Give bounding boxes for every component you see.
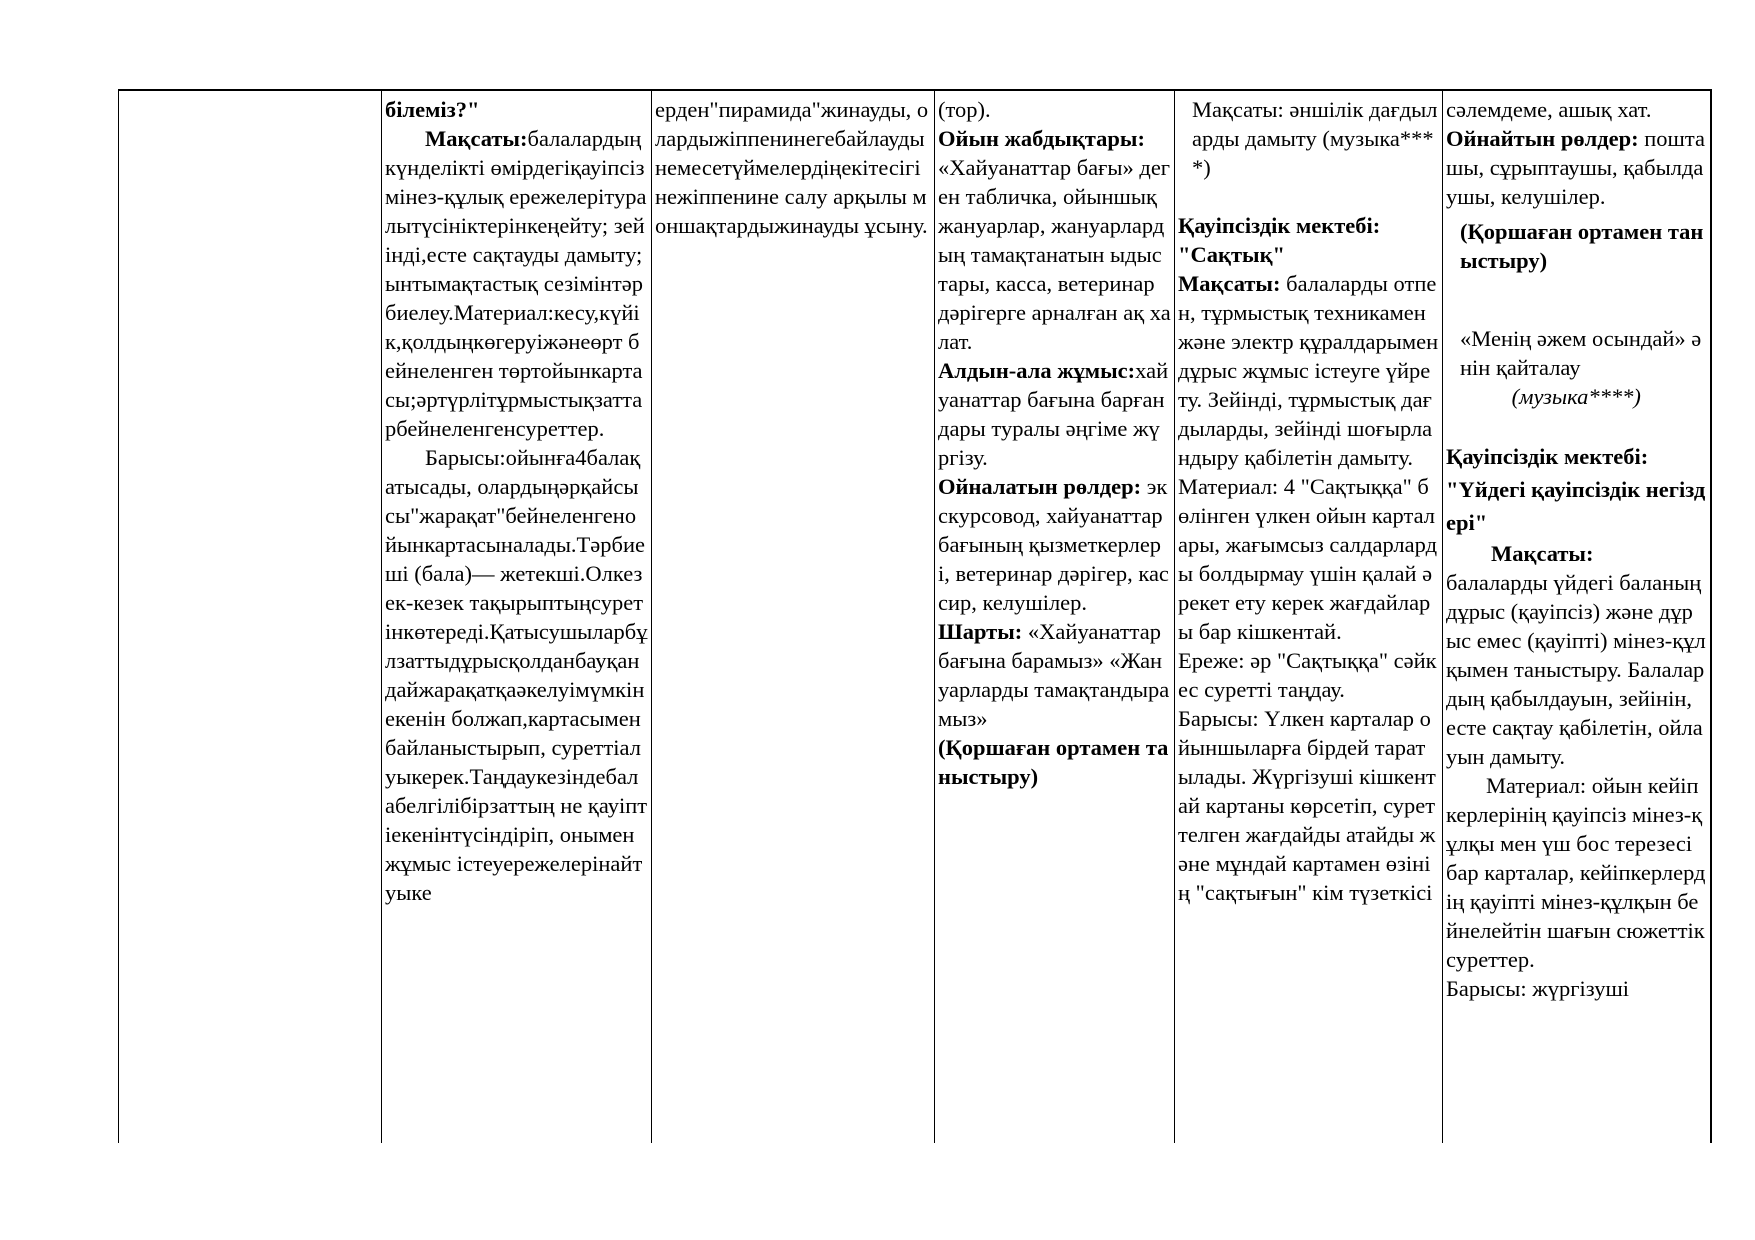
cell-pyramid-task xyxy=(652,90,935,1143)
post-roles xyxy=(1446,124,1707,211)
table-row xyxy=(119,90,1711,1143)
zoo-roles xyxy=(938,472,1171,617)
zoo-condition xyxy=(938,617,1171,733)
prework-text: хайуанаттар бағына барғандары туралы әңгіме жүргізу. xyxy=(938,358,1169,470)
caution-heading: Қауіпсіздік мектебі: xyxy=(1178,213,1381,238)
condition-text: «Хайуанаттар бағына барамыз» «Жануарларды тамақтандырамыз» xyxy=(938,619,1170,731)
cell-safety-game xyxy=(382,90,652,1143)
zoo-subject: (Қоршаған ортамен таныстыру) xyxy=(938,735,1169,789)
caution-rule: Ереже: әр "Сақтыққа" сәйкес суретті таңдау. xyxy=(1178,648,1437,702)
zoo-prework xyxy=(938,356,1171,472)
home-goal-label: Мақсаты: xyxy=(1491,541,1594,566)
game-process: Барысы:ойынға4балақатысады, олардыңәрқайсысы"жарақат"бейнеленгенойынкартасыналады.Тәрбиеші (бала)— жетекші.Олкезек-кезек тақырыптыңсуретінкөтереді.Қатысушыларбұлзаттыдұрысқолданбауқандайжарақатқаәкелуімүмкін екенін болжап,картасыменбайланыстырып, суреттіалуыкерек.Таңдаукезіндебалабелгілібірзаттың не қауіптіекенінтүсіндіріп, онымен жұмыс істеуережелерінайтуыке xyxy=(385,445,648,905)
plan-table xyxy=(118,89,1712,1143)
home-safety-heading: Қауіпсіздік мектебі: xyxy=(1446,444,1649,469)
song-repeat: «Менің әжем осындай» әнін қайталау xyxy=(1460,326,1702,380)
post-items: сәлемдеме, ашық хат. xyxy=(1446,97,1652,122)
post-roles-text: пошташы, сұрыптаушы, қабылдаушы, келушілер. xyxy=(1446,126,1705,209)
prework-label: Алдын-ала жұмыс: xyxy=(938,358,1136,383)
cell-zoo-game xyxy=(935,90,1175,1143)
caution-goal-text: балаларды отпен, тұрмыстық техникамен және электр құралдарымен дұрыс жұмыс істеуге үйрету. Зейінді, тұрмыстық дағдыларды, зейінді шоғырландыру қабілетін дамыту. xyxy=(1178,271,1439,470)
caution-goal-label: Мақсаты: xyxy=(1178,271,1281,296)
caution-process: Барысы: Үлкен карталар ойыншыларға бірдей таратылады. Жүргізуші кішкентай картаны көрсетіп, суреттелген жағдайды атайды және мұндай картамен өзінің "сақтығын" кім түзеткісі xyxy=(1178,706,1436,905)
goal-text: балалардың күнделікті өмірдегіқауіпсізмінез-құлық ережелерітуралытүсініктерінкеңейту; зейінді,есте сақтауды дамыту;ынтымақтастық сезімінтәрбиелеу.Материал:кесу,күйік,қолдыңкөгеруіжәнеөрт бейнеленген төртойынкартасы;әртүрлітұрмыстықзаттарбейнеленгенсуреттер. xyxy=(385,126,647,441)
caution-material: Материал: 4 "Сақтыққа" бөлінген үлкен ойын карталары, жағымсыз салдарларды болдырмау үшін қалай әрекет ету керек жағдайлары бар кішкентай. xyxy=(1178,474,1438,644)
roles-text: экскурсовод, хайуанаттар бағының қызметкерлері, ветеринар дәрігер, кассир, келушілер. xyxy=(938,474,1169,615)
game-title-tail: білеміз?" xyxy=(385,97,480,122)
home-material: Материал: ойын кейіпкерлерінің қауіпсіз мінез-құлқы мен үш бос терезесі бар карталар, кейіпкерлердің қауіпті мінез-құлқын бейнелейтін шағын сюжеттік суреттер. xyxy=(1446,773,1706,972)
goal-label: Мақсаты: xyxy=(425,126,528,151)
song-subject: (музыка****) xyxy=(1511,384,1641,409)
music-goal: Мақсаты: әншілік дағдыларды дамыту (музыка****) xyxy=(1192,97,1438,180)
game-goal xyxy=(385,124,648,443)
roles-label: Ойналатын рөлдер: xyxy=(938,474,1142,499)
post-roles-label: Ойнайтын рөлдер: xyxy=(1446,126,1639,151)
zoo-equipment xyxy=(938,124,1171,356)
home-safety-title: "Үйдегі қауіпсіздік негіздері" xyxy=(1446,477,1706,535)
zoo-intro: (тор). xyxy=(938,97,991,122)
cell-caution-game xyxy=(1175,90,1443,1143)
equipment-label: Ойын жабдықтары: xyxy=(938,126,1145,151)
condition-label: Шарты: xyxy=(938,619,1023,644)
cell-empty xyxy=(119,90,382,1143)
caution-title: "Сақтық" xyxy=(1178,242,1286,267)
caution-goal xyxy=(1178,269,1439,472)
pyramid-text: ерден"пирамида"жинауды, олардыжіппенинегебайлаудынемесетүймелердіңекітесігінежіппенине салу арқылы моншақтардыжинауды ұсыну. xyxy=(655,97,929,238)
equipment-text: «Хайуанаттар бағы» деген табличка, ойыншық жануарлар, жануарлардың тамақтанатын ыдыстары, касса, ветеринар дәрігерге арналған ақ халат. xyxy=(938,155,1171,354)
home-process: Барысы: жүргізуші xyxy=(1446,976,1630,1001)
home-goal-text: балаларды үйдегі баланың дұрыс (қауіпсіз) және дұрыс емес (қауіпті) мінез-құлқымен таныстыру. Балалардың қабылдауын, зейінін, есте сақтау қабілетін, ойлауын дамыту. xyxy=(1446,570,1706,769)
cell-post-game xyxy=(1443,90,1711,1143)
post-subject: (Қоршаған ортамен таныстыру) xyxy=(1460,219,1704,273)
